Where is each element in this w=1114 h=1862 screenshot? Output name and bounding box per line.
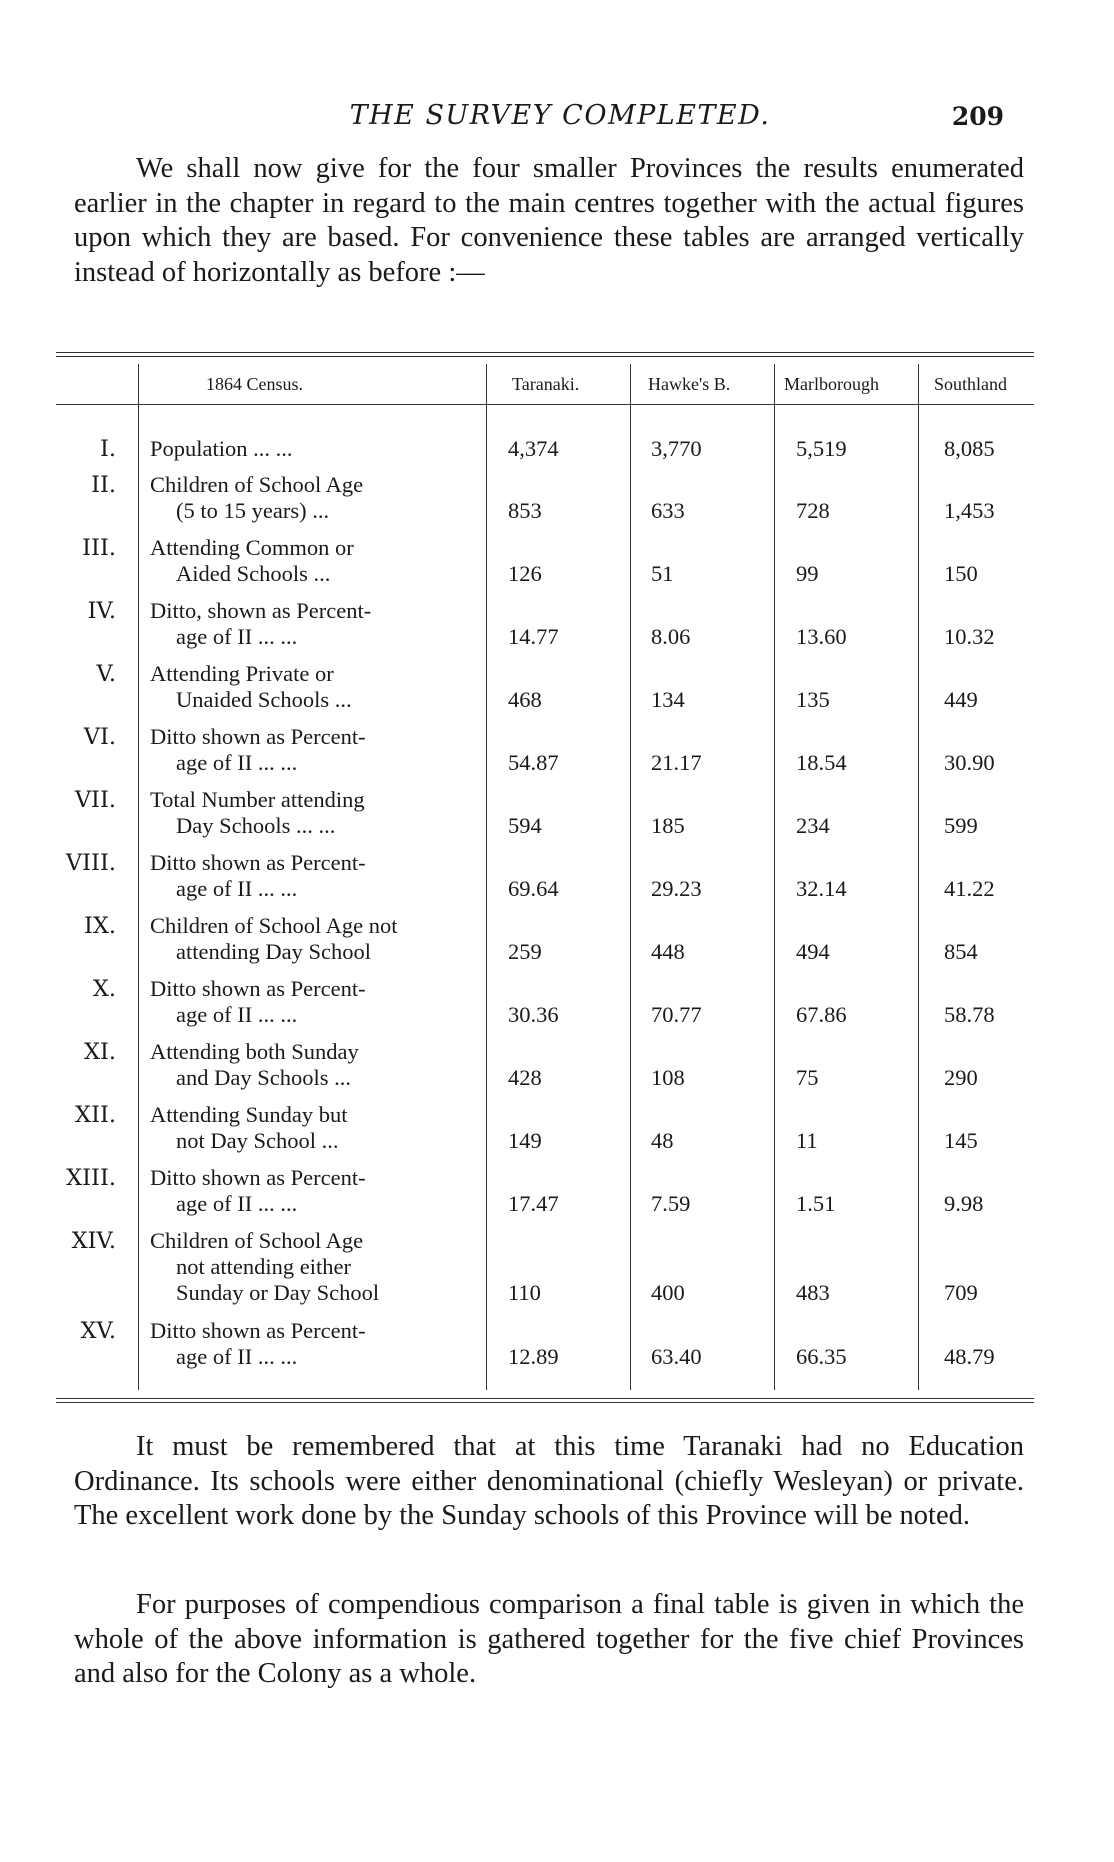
table-header-rule bbox=[56, 404, 1034, 405]
row-label bbox=[150, 1318, 460, 1370]
column-header-marlborough: Marlborough bbox=[784, 374, 879, 394]
row-label-line: Ditto shown as Percent- bbox=[150, 1318, 366, 1343]
table-cell: 234 bbox=[796, 813, 830, 838]
column-divider bbox=[774, 364, 775, 1390]
table-cell: 32.14 bbox=[796, 876, 847, 901]
table-cell: 108 bbox=[651, 1065, 685, 1090]
row-number: XV. bbox=[80, 1318, 116, 1344]
row-number: VIII. bbox=[65, 850, 116, 876]
row-number: VII. bbox=[74, 787, 116, 813]
table-cell: 75 bbox=[796, 1065, 819, 1090]
table-cell: 66.35 bbox=[796, 1344, 847, 1369]
table-cell: 110 bbox=[508, 1280, 541, 1305]
page-header bbox=[70, 96, 1014, 136]
table-cell: 29.23 bbox=[651, 876, 702, 901]
paragraph-final-table-text: For purposes of compendious comparison a final table is given in which the whole of the above information is gathered together for the five chief Provinces and also for the Colony as a whole. bbox=[74, 1589, 1024, 1689]
row-label-line: and Day Schools ... bbox=[176, 1065, 351, 1090]
table-cell: 48.79 bbox=[944, 1344, 995, 1369]
table-cell: 594 bbox=[508, 813, 542, 838]
column-header-hawkes-bay: Hawke's B. bbox=[648, 374, 731, 394]
table-cell: 400 bbox=[651, 1280, 685, 1305]
row-label-line: age of II ... ... bbox=[176, 1191, 298, 1216]
table-cell: 67.86 bbox=[796, 1002, 847, 1027]
row-label-line: Children of School Age bbox=[150, 1228, 364, 1253]
table-cell: 4,374 bbox=[508, 436, 559, 461]
row-label-line: Ditto, shown as Percent- bbox=[150, 598, 372, 623]
table-cell: 51 bbox=[651, 561, 674, 586]
row-label bbox=[150, 472, 460, 524]
paragraph-taranaki-note-text: It must be remembered that at this time Taranaki had no Education Ordinance. Its schools were either denominational (chiefly Wesleyan) or private. The excellent work done by the Sunday schools of this Province will be noted. bbox=[74, 1431, 1024, 1531]
table-cell: 54.87 bbox=[508, 750, 559, 775]
table-cell: 9.98 bbox=[944, 1191, 984, 1216]
row-number: XIII. bbox=[66, 1165, 116, 1191]
row-number: IV. bbox=[87, 598, 116, 624]
table-cell: 14.77 bbox=[508, 624, 559, 649]
row-number: XI. bbox=[83, 1039, 116, 1065]
row-label bbox=[150, 724, 460, 776]
column-divider bbox=[486, 364, 487, 1390]
row-number: I. bbox=[99, 436, 116, 462]
row-label-line: age of II ... ... bbox=[176, 1344, 298, 1369]
table-cell: 48 bbox=[651, 1128, 674, 1153]
row-number: XII. bbox=[75, 1102, 116, 1128]
row-label-line: Aided Schools ... bbox=[176, 561, 331, 586]
row-label bbox=[150, 850, 460, 902]
row-number: II. bbox=[91, 472, 116, 498]
table-cell: 7.59 bbox=[651, 1191, 691, 1216]
table-cell: 145 bbox=[944, 1128, 978, 1153]
table-cell: 1,453 bbox=[944, 498, 995, 523]
running-title: THE SURVEY COMPLETED. bbox=[349, 100, 771, 131]
row-label-line: Attending Common or bbox=[150, 535, 354, 560]
table-cell: 3,770 bbox=[651, 436, 702, 461]
row-label-line: (5 to 15 years) ... bbox=[176, 498, 330, 523]
row-label-line: Ditto shown as Percent- bbox=[150, 724, 366, 749]
row-label-line: not attending either bbox=[176, 1254, 351, 1279]
table-cell: 13.60 bbox=[796, 624, 847, 649]
row-label bbox=[150, 535, 460, 587]
row-label-line: Ditto shown as Percent- bbox=[150, 1165, 366, 1190]
table-cell: 150 bbox=[944, 561, 978, 586]
table-cell: 8.06 bbox=[651, 624, 691, 649]
row-label-line: Sunday or Day School bbox=[176, 1280, 380, 1305]
table-cell: 494 bbox=[796, 939, 830, 964]
table-cell: 30.90 bbox=[944, 750, 995, 775]
row-label-line: attending Day School bbox=[176, 939, 371, 964]
row-label-line: Population ... ... bbox=[150, 436, 293, 461]
table-cell: 99 bbox=[796, 561, 819, 586]
row-number: X. bbox=[92, 976, 116, 1002]
row-label-line: Children of School Age bbox=[150, 472, 364, 497]
table-cell: 428 bbox=[508, 1065, 542, 1090]
table-cell: 11 bbox=[796, 1128, 818, 1153]
table-cell: 17.47 bbox=[508, 1191, 559, 1216]
table-cell: 853 bbox=[508, 498, 542, 523]
row-label-line: not Day School ... bbox=[176, 1128, 339, 1153]
table-cell: 8,085 bbox=[944, 436, 995, 461]
table-bottom-rule-2 bbox=[56, 1402, 1034, 1403]
row-label bbox=[150, 1039, 460, 1091]
row-number: XIV. bbox=[71, 1228, 116, 1254]
table-cell: 599 bbox=[944, 813, 978, 838]
page-number: 209 bbox=[951, 102, 1004, 131]
table-cell: 728 bbox=[796, 498, 830, 523]
column-header-taranaki: Taranaki. bbox=[512, 374, 580, 394]
paragraph-final-table bbox=[74, 1588, 1024, 1692]
row-number: IX. bbox=[83, 913, 116, 939]
table-cell: 126 bbox=[508, 561, 542, 586]
row-number: III. bbox=[82, 535, 116, 561]
row-label-line: Attending Private or bbox=[150, 661, 334, 686]
table-cell: 483 bbox=[796, 1280, 830, 1305]
table-top-rule bbox=[56, 352, 1034, 353]
table-cell: 134 bbox=[651, 687, 685, 712]
row-label-line: Total Number attending bbox=[150, 787, 365, 812]
table-cell: 185 bbox=[651, 813, 685, 838]
table-cell: 12.89 bbox=[508, 1344, 559, 1369]
table-cell: 1.51 bbox=[796, 1191, 836, 1216]
table-cell: 63.40 bbox=[651, 1344, 702, 1369]
row-label-line: age of II ... ... bbox=[176, 876, 298, 901]
table-cell: 5,519 bbox=[796, 436, 847, 461]
row-number: VI. bbox=[83, 724, 116, 750]
row-label-line: Day Schools ... ... bbox=[176, 813, 336, 838]
intro-paragraph-text: We shall now give for the four smaller Provinces the results enumerated earlier in the chapter in regard to the main centres together with the actual figures upon which they are based. For convenience these tables are arranged vertically instead of horizontally as before :— bbox=[74, 153, 1024, 288]
table-cell: 135 bbox=[796, 687, 830, 712]
intro-paragraph bbox=[74, 152, 1024, 290]
row-label-line: age of II ... ... bbox=[176, 750, 298, 775]
table-cell: 10.32 bbox=[944, 624, 995, 649]
table-top-rule-2 bbox=[56, 356, 1034, 357]
row-label bbox=[150, 787, 460, 839]
table-cell: 449 bbox=[944, 687, 978, 712]
row-label-line: Attending Sunday but bbox=[150, 1102, 348, 1127]
column-divider bbox=[138, 364, 139, 1390]
row-label bbox=[150, 1102, 460, 1154]
table-cell: 709 bbox=[944, 1280, 978, 1305]
table-bottom-rule bbox=[56, 1398, 1034, 1399]
table-cell: 290 bbox=[944, 1065, 978, 1090]
row-label bbox=[150, 436, 460, 462]
table-cell: 21.17 bbox=[651, 750, 702, 775]
table-cell: 259 bbox=[508, 939, 542, 964]
row-label bbox=[150, 1165, 460, 1217]
table-cell: 18.54 bbox=[796, 750, 847, 775]
row-label bbox=[150, 661, 460, 713]
table-cell: 69.64 bbox=[508, 876, 559, 901]
table-cell: 70.77 bbox=[651, 1002, 702, 1027]
row-label-line: Attending both Sunday bbox=[150, 1039, 359, 1064]
column-header-southland: Southland bbox=[934, 374, 1008, 394]
table-cell: 633 bbox=[651, 498, 685, 523]
column-divider bbox=[630, 364, 631, 1390]
row-number: V. bbox=[96, 661, 116, 687]
table-cell: 448 bbox=[651, 939, 685, 964]
table-cell: 58.78 bbox=[944, 1002, 995, 1027]
column-header-census: 1864 Census. bbox=[206, 374, 304, 394]
row-label-line: Ditto shown as Percent- bbox=[150, 976, 366, 1001]
table-cell: 41.22 bbox=[944, 876, 995, 901]
table-cell: 149 bbox=[508, 1128, 542, 1153]
paragraph-taranaki-note bbox=[74, 1430, 1024, 1534]
column-divider bbox=[918, 364, 919, 1390]
row-label-line: age of II ... ... bbox=[176, 624, 298, 649]
table-cell: 854 bbox=[944, 939, 978, 964]
row-label-line: Ditto shown as Percent- bbox=[150, 850, 366, 875]
row-label-line: Unaided Schools ... bbox=[176, 687, 352, 712]
row-label bbox=[150, 1228, 460, 1306]
table-cell: 468 bbox=[508, 687, 542, 712]
row-label bbox=[150, 913, 460, 965]
row-label-line: age of II ... ... bbox=[176, 1002, 298, 1027]
row-label bbox=[150, 598, 460, 650]
row-label-line: Children of School Age not bbox=[150, 913, 398, 938]
row-label bbox=[150, 976, 460, 1028]
table-cell: 30.36 bbox=[508, 1002, 559, 1027]
